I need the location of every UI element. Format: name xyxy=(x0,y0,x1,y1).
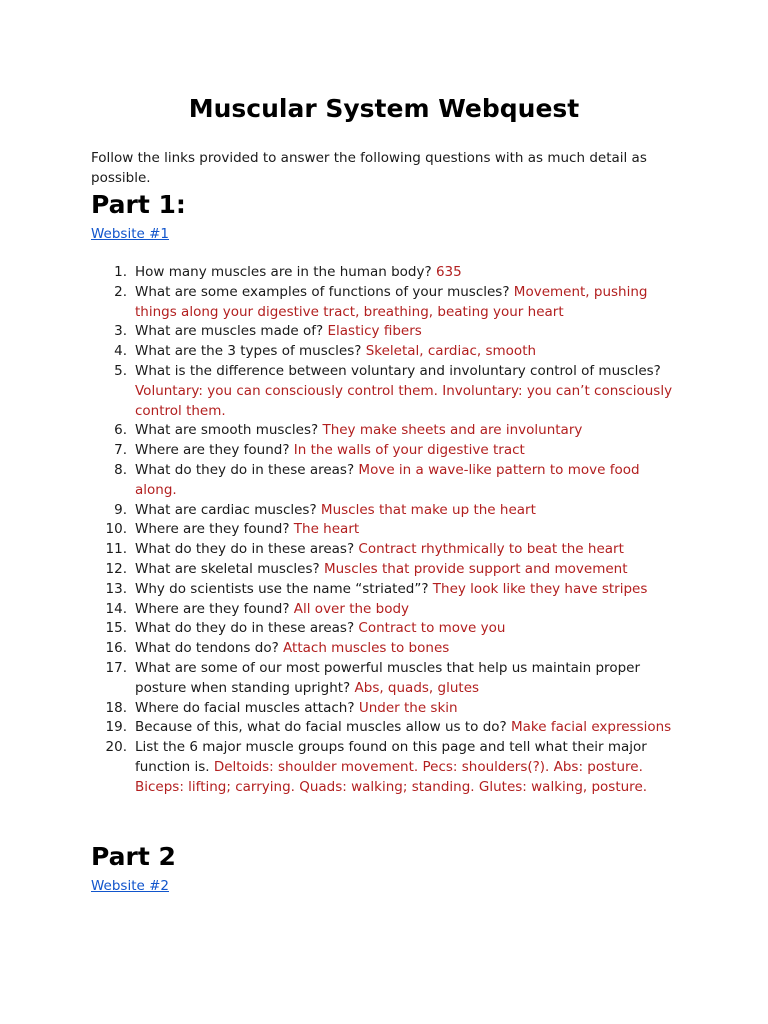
website-2-link[interactable]: Website #2 xyxy=(91,878,170,894)
answer-text: In the walls of your digestive tract xyxy=(293,442,525,459)
question-text: What are some examples of functions of your muscles? xyxy=(135,283,510,300)
question-number: 19. xyxy=(105,719,127,736)
answer-text: All over the body xyxy=(293,600,410,617)
question-text: Where are they found? xyxy=(135,600,290,617)
answer-text: The heart xyxy=(293,521,360,538)
question-item xyxy=(91,718,681,738)
answer-text: Attach muscles to bones xyxy=(283,640,450,657)
question-number: 4. xyxy=(114,343,127,360)
question-text: List the 6 major muscle groups found on this page and tell what their major function is. xyxy=(135,739,647,775)
question-number: 1. xyxy=(114,264,127,280)
question-item xyxy=(91,619,681,639)
answer-text: Skeletal, cardiac, smooth xyxy=(365,343,537,360)
question-item xyxy=(91,639,681,659)
part-2-heading: Part 2 xyxy=(91,842,176,871)
question-text: What are the 3 types of muscles? xyxy=(135,343,362,360)
answer-text: Make facial expressions xyxy=(510,719,672,736)
answer-text: 635 xyxy=(435,264,462,280)
answer-text: Move in a wave-like pattern to move food along. xyxy=(135,461,640,498)
question-number: 2. xyxy=(114,283,127,300)
website-1-link[interactable]: Website #1 xyxy=(91,226,170,242)
question-item xyxy=(91,283,681,323)
answer-text: Contract rhythmically to beat the heart xyxy=(358,541,624,558)
question-text: Because of this, what do facial muscles allow us to do? xyxy=(135,719,507,736)
question-number: 6. xyxy=(114,422,127,439)
question-text: What do they do in these areas? xyxy=(135,620,355,637)
question-item xyxy=(91,322,681,342)
question-text: What are muscles made of? xyxy=(135,323,324,340)
question-item xyxy=(91,600,681,620)
question-item xyxy=(91,580,681,600)
question-item xyxy=(91,520,681,540)
answer-text: Abs, quads, glutes xyxy=(354,679,480,696)
question-text: Where are they found? xyxy=(135,521,290,538)
question-text: Where are they found? xyxy=(135,442,290,459)
question-text: What do they do in these areas? xyxy=(135,541,355,558)
answer-text: Contract to move you xyxy=(358,620,506,637)
question-item xyxy=(91,560,681,580)
question-text: What do they do in these areas? xyxy=(135,461,355,478)
question-text: Why do scientists use the name “striated”? xyxy=(135,580,429,597)
question-text: What do tendons do? xyxy=(135,640,279,657)
question-item xyxy=(91,659,681,699)
question-item xyxy=(91,362,681,421)
question-number: 13. xyxy=(105,580,127,597)
question-text: What are smooth muscles? xyxy=(135,422,319,439)
question-number: 7. xyxy=(114,442,127,459)
answer-text: Elasticy fibers xyxy=(327,323,422,340)
question-number: 9. xyxy=(114,501,127,518)
question-item xyxy=(91,699,681,719)
question-text: Where do facial muscles attach? xyxy=(135,699,355,716)
answer-text: Movement, pushing things along your digestive tract, breathing, beating your heart xyxy=(135,283,648,320)
question-number: 3. xyxy=(114,323,127,340)
question-number: 12. xyxy=(105,560,127,577)
question-text: What is the difference between voluntary and involuntary control of muscles? xyxy=(135,362,661,379)
question-item xyxy=(91,342,681,362)
question-list xyxy=(91,263,681,798)
question-number: 11. xyxy=(105,541,127,558)
answer-text: Muscles that make up the heart xyxy=(320,501,536,518)
question-item xyxy=(91,738,681,797)
answer-text: They make sheets and are involuntary xyxy=(322,422,583,439)
part-1-heading: Part 1: xyxy=(91,190,186,219)
answer-text: Under the skin xyxy=(358,699,458,716)
answer-text: Muscles that provide support and movement xyxy=(323,560,628,577)
question-number: 16. xyxy=(105,640,127,657)
answer-text: Voluntary: you can consciously control them. Involuntary: you can’t consciously control them. xyxy=(135,382,673,419)
question-number: 20. xyxy=(105,739,127,756)
question-item xyxy=(91,501,681,521)
question-number: 17. xyxy=(105,659,127,676)
question-text: What are cardiac muscles? xyxy=(135,501,317,518)
answer-text: Deltoids: shoulder movement. Pecs: shoulders(?). Abs: posture. Biceps: lifting; carrying. Quads: walking; standing. Glutes: walking, posture. xyxy=(135,758,648,795)
question-number: 15. xyxy=(105,620,127,637)
question-item xyxy=(91,441,681,461)
question-item xyxy=(91,461,681,501)
answer-text: They look like they have stripes xyxy=(432,580,648,597)
question-number: 8. xyxy=(114,461,127,478)
question-number: 10. xyxy=(105,521,127,538)
question-item xyxy=(91,263,681,283)
question-number: 5. xyxy=(114,362,127,379)
question-item xyxy=(91,540,681,560)
question-item xyxy=(91,421,681,441)
question-text: How many muscles are in the human body? xyxy=(135,264,432,280)
intro-text: Follow the links provided to answer the following questions with as much detail as possible. xyxy=(91,150,647,186)
question-number: 14. xyxy=(105,600,127,617)
question-text: What are skeletal muscles? xyxy=(135,560,320,577)
question-number: 18. xyxy=(105,699,127,716)
document-title: Muscular System Webquest xyxy=(188,94,580,123)
question-text: What are some of our most powerful muscles that help us maintain proper posture when standing upright? xyxy=(135,659,640,696)
